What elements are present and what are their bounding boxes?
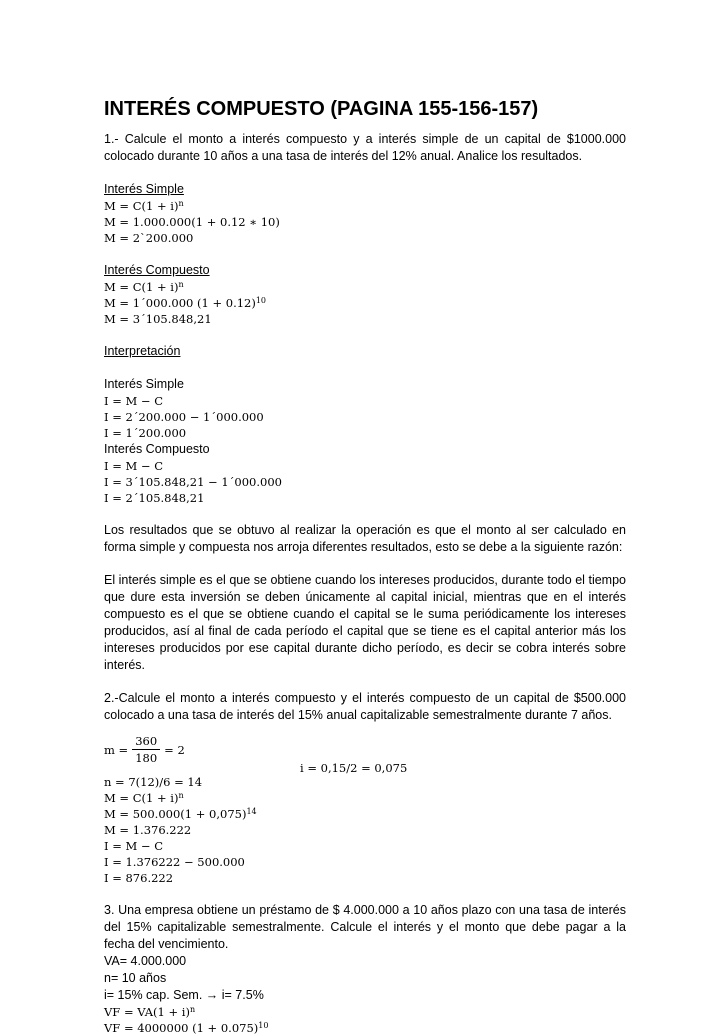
interpretation-heading: Interpretación bbox=[104, 344, 181, 358]
fraction-numerator: 360 bbox=[132, 734, 160, 750]
ex2-i-formula-1: I = M − C bbox=[104, 839, 164, 853]
results-paragraph: Los resultados que se obtuvo al realizar la operación es que el monto al ser calculado en forma simple y compuesta nos arroja diferentes resultados, esto se debe a la siguiente razón: bbox=[104, 523, 626, 554]
document-page bbox=[104, 97, 626, 1036]
simple-formula-2: M = 1.000.000(1 + 0.12 ∗ 10) bbox=[104, 215, 280, 229]
ex2-i-formula-3: I = 876.222 bbox=[104, 871, 174, 885]
ex2-m-formula-2: $M = 500.000(1 + 0,075)^{14}$ bbox=[104, 807, 257, 821]
ex2-i-formula-2: I = 1.376222 − 500.000 bbox=[104, 855, 245, 869]
simple-formula-1: $M = C(1 + i)^n$ bbox=[104, 199, 184, 213]
compound-interest-heading: Interés Compuesto bbox=[104, 263, 210, 277]
vf-formula-2: VF = 4000000 $(1 + 0.075)^{10}$ bbox=[104, 1021, 269, 1035]
interp-compound-3: I = 2´105.848,21 bbox=[104, 491, 205, 505]
i-line: i= 15% cap. Sem. → i= 7.5% bbox=[104, 988, 264, 1002]
interp-simple-heading: Interés Simple bbox=[104, 377, 184, 391]
compound-formula-1: $M = C(1 + i)^n$ bbox=[104, 280, 184, 294]
compound-formula-2: M = 1´000.000 $(1 + 0.12)^{10}$ bbox=[104, 296, 267, 310]
n-formula: n = 7(12)/6 = 14 bbox=[104, 775, 203, 789]
exercise-2-statement: 2.-Calcule el monto a interés compuesto y el interés compuesto de un capital de $500.000 colocado a una tasa de interés del 15% anual capitalizable semestralmente durante 7 años. bbox=[104, 691, 626, 722]
compound-formula-3: M = 3´105.848,21 bbox=[104, 312, 212, 326]
interp-compound-heading: Interés Compuesto bbox=[104, 442, 210, 456]
interp-compound-2: I = 3´105.848,21 − 1´000.000 bbox=[104, 475, 282, 489]
n-line: n= 10 años bbox=[104, 971, 167, 985]
fraction-denominator: 180 bbox=[135, 751, 158, 765]
rate-formula: i = 0,15/2 = 0,075 bbox=[300, 761, 408, 775]
ex2-m-formula-3: M = 1.376.222 bbox=[104, 823, 192, 837]
explanation-paragraph: El interés simple es el que se obtiene cuando los intereses producidos, durante todo el tiempo que dure esta inversión se deben únicamente al capital inicial, mientras que en el interés compuesto es el que se obtiene cuando el capital se le suma periódicamente los intereses producidos, así al final de cada período el capital que se tiene es el capital anterior más los intereses producidos por ese capital durante dicho período, es decir se cobra interés sobre interés. bbox=[104, 573, 626, 672]
exercise-3-statement: 3. Una empresa obtiene un préstamo de $ 4.000.000 a 10 años plazo con una tasa de interés del 15% capitalizable semestralmente. Calcule el interés y el monto que debe pagar a la fecha del vencimiento. bbox=[104, 903, 626, 951]
periods-fraction-row bbox=[104, 734, 626, 774]
va-line: VA= 4.000.000 bbox=[104, 954, 187, 968]
m-fraction: m = $\frac{360}{180}$ = 2 bbox=[104, 734, 185, 765]
simple-interest-heading: Interés Simple bbox=[104, 182, 184, 196]
ex2-m-formula-1: $M = C(1 + i)^n$ bbox=[104, 791, 184, 805]
interp-simple-1: I = M − C bbox=[104, 394, 164, 408]
interp-compound-1: I = M − C bbox=[104, 459, 164, 473]
simple-formula-3: M = 2`200.000 bbox=[104, 231, 194, 245]
interp-simple-2: I = 2´200.000 − 1´000.000 bbox=[104, 410, 264, 424]
vf-formula-1: VF = $VA(1 + i)^n$ bbox=[104, 1005, 196, 1019]
document-title: INTERÉS COMPUESTO (PAGINA 155-156-157) bbox=[104, 98, 539, 120]
interp-simple-3: I = 1´200.000 bbox=[104, 426, 187, 440]
exercise-1-statement: 1.- Calcule el monto a interés compuesto y a interés simple de un capital de $1000.000 colocado durante 10 años a una tasa de interés del 12% anual. Analice los resultados. bbox=[104, 132, 626, 163]
